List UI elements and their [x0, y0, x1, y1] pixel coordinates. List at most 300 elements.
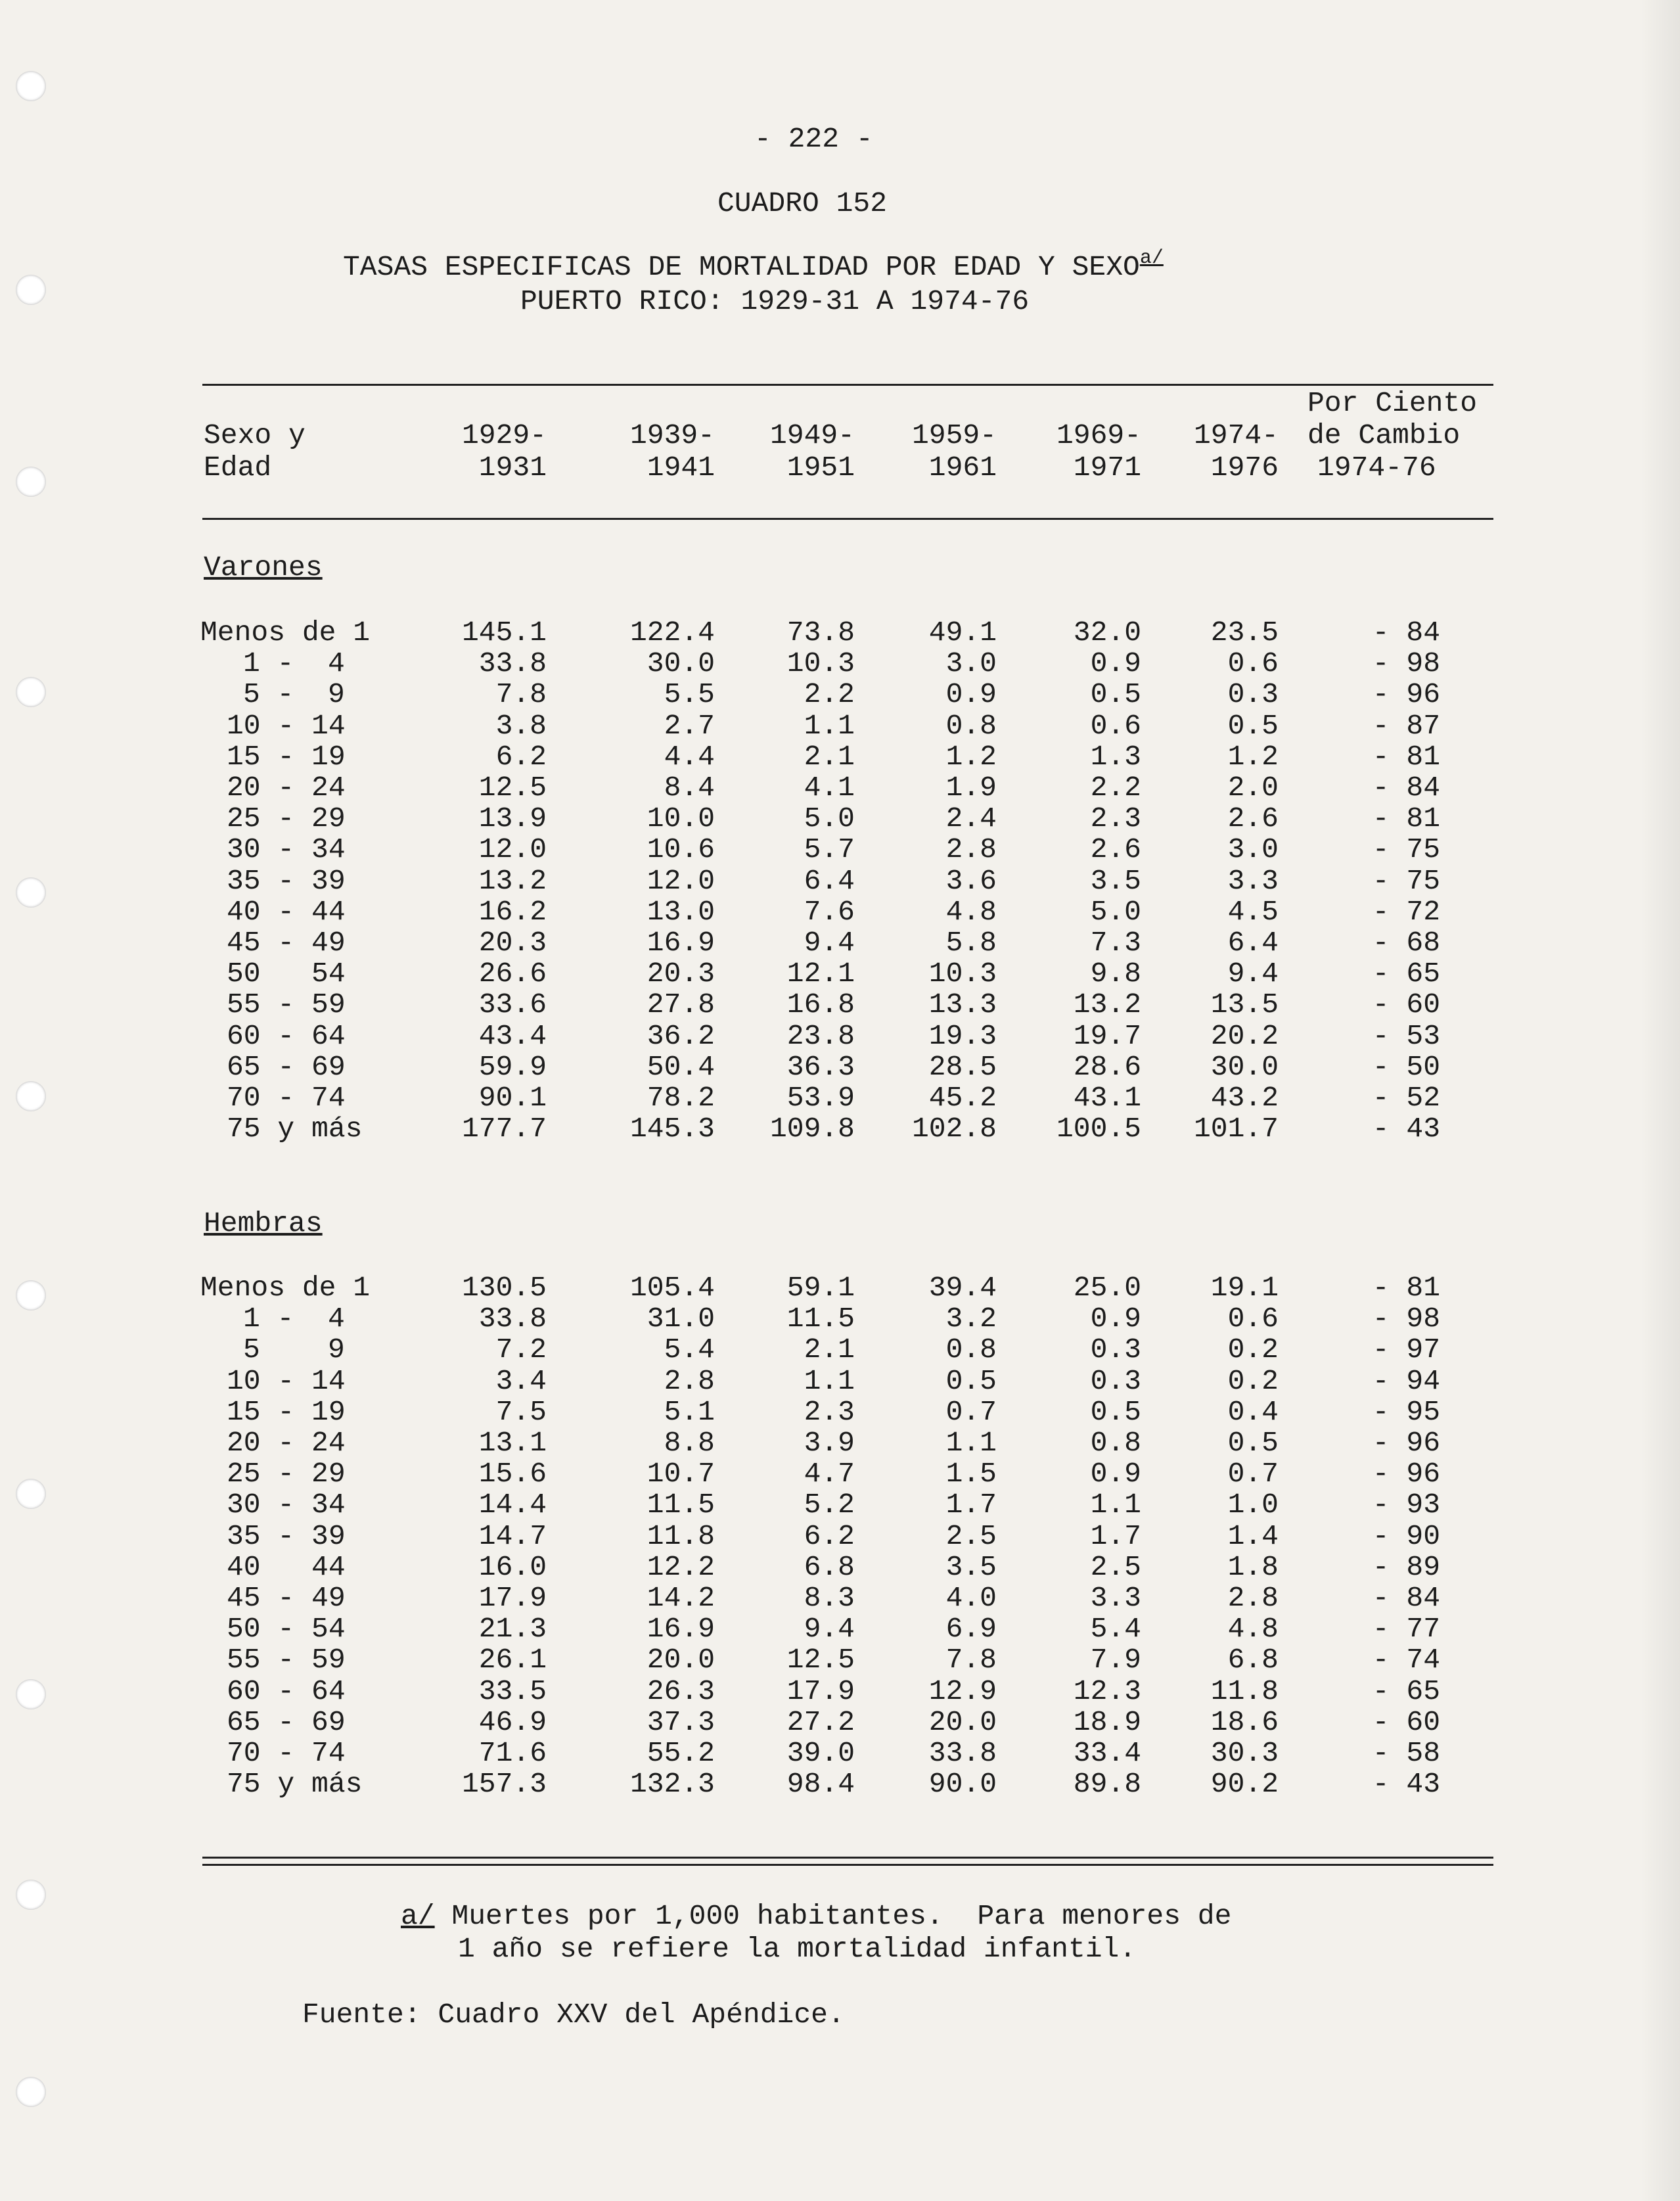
rate-cell: 27.2: [786, 1706, 855, 1738]
rate-cell: 28.6: [1073, 1051, 1141, 1083]
title-footnote-mark: a/: [1139, 247, 1164, 269]
rate-cell: 33.4: [1073, 1737, 1141, 1769]
rate-cell: 0.2: [1227, 1365, 1279, 1397]
rate-cell: 2.1: [804, 1333, 855, 1366]
pct-change-cell: - 53: [1372, 1020, 1440, 1052]
rate-cell: 4.0: [945, 1582, 997, 1614]
rate-cell: 33.5: [478, 1675, 547, 1707]
rate-cell: 30.0: [1210, 1051, 1279, 1083]
rate-cell: 7.2: [495, 1333, 547, 1366]
rate-cell: 55.2: [647, 1737, 715, 1769]
rate-cell: 10.3: [786, 647, 855, 680]
rate-cell: 0.9: [1090, 1458, 1141, 1490]
pct-change-cell: - 77: [1372, 1613, 1440, 1645]
rate-cell: 8.4: [664, 772, 715, 804]
rate-cell: 0.9: [945, 678, 997, 710]
rate-cell: 3.5: [1090, 865, 1141, 897]
pct-change-cell: - 75: [1372, 865, 1440, 897]
header-sexo: Sexo y: [204, 419, 306, 452]
rate-cell: 2.5: [945, 1520, 997, 1552]
rate-cell: 10.0: [647, 802, 715, 835]
header-period-1-line1: 1929-: [461, 419, 547, 452]
rate-cell: 2.2: [1090, 772, 1141, 804]
rate-cell: 16.2: [478, 896, 547, 928]
pct-change-cell: - 84: [1372, 616, 1440, 649]
rate-cell: 43.1: [1073, 1082, 1141, 1114]
rate-cell: 13.3: [928, 988, 997, 1021]
rate-cell: 90.2: [1210, 1768, 1279, 1800]
pct-change-cell: - 81: [1372, 802, 1440, 835]
rate-cell: 0.5: [1227, 1427, 1279, 1459]
pct-change-cell: - 93: [1372, 1489, 1440, 1521]
rate-cell: 33.6: [478, 988, 547, 1021]
rate-cell: 53.9: [786, 1082, 855, 1114]
rate-cell: 20.0: [928, 1706, 997, 1738]
rate-cell: 13.1: [478, 1427, 547, 1459]
rate-cell: 2.4: [945, 802, 997, 835]
rate-cell: 26.6: [478, 958, 547, 990]
rate-cell: 1.3: [1090, 741, 1141, 773]
pct-change-cell: - 96: [1372, 678, 1440, 710]
rate-cell: 6.2: [804, 1520, 855, 1552]
rate-cell: 33.8: [478, 647, 547, 680]
rate-cell: 7.8: [945, 1644, 997, 1676]
rate-cell: 16.9: [647, 927, 715, 959]
rate-cell: 1.8: [1227, 1551, 1279, 1583]
rate-cell: 130.5: [461, 1272, 547, 1304]
rate-cell: 7.6: [804, 896, 855, 928]
rate-cell: 20.3: [478, 927, 547, 959]
age-group-label: 70 - 74: [227, 1737, 346, 1769]
table-label: CUADRO 152: [717, 187, 888, 220]
pct-change-cell: - 75: [1372, 833, 1440, 866]
age-group-label: 45 - 49: [227, 1582, 346, 1614]
header-period-3-line2: 1951: [786, 452, 855, 484]
rate-cell: 8.3: [804, 1582, 855, 1614]
rate-cell: 0.4: [1227, 1396, 1279, 1428]
rate-cell: 23.8: [786, 1020, 855, 1052]
rate-cell: 5.0: [1090, 896, 1141, 928]
rate-cell: 12.0: [478, 833, 547, 866]
table-bottom-rule-2: [202, 1864, 1493, 1866]
footnote-mark: a/: [401, 1900, 435, 1932]
header-period-2-line2: 1941: [647, 452, 715, 484]
rate-cell: 12.5: [478, 772, 547, 804]
punch-hole: [16, 677, 46, 707]
age-group-label: Menos de 1: [200, 616, 371, 649]
pct-change-cell: - 60: [1372, 988, 1440, 1021]
age-group-label: 10 - 14: [227, 1365, 346, 1397]
rate-cell: 2.7: [664, 710, 715, 742]
rate-cell: 4.1: [804, 772, 855, 804]
rate-cell: 5.4: [664, 1333, 715, 1366]
age-group-label: 25 - 29: [227, 1458, 346, 1490]
rate-cell: 1.9: [945, 772, 997, 804]
table-title-line2: PUERTO RICO: 1929-31 A 1974-76: [520, 285, 1030, 317]
rate-cell: 2.5: [1090, 1551, 1141, 1583]
rate-cell: 1.5: [945, 1458, 997, 1490]
rate-cell: 0.2: [1227, 1333, 1279, 1366]
rate-cell: 0.5: [945, 1365, 997, 1397]
rate-cell: 4.8: [945, 896, 997, 928]
age-group-label: 50 54: [227, 958, 346, 990]
rate-cell: 2.6: [1227, 802, 1279, 835]
footnote-line2: 1 año se refiere la mortalidad infantil.: [458, 1933, 1137, 1965]
rate-cell: 39.0: [786, 1737, 855, 1769]
rate-cell: 25.0: [1073, 1272, 1141, 1304]
rate-cell: 36.3: [786, 1051, 855, 1083]
header-period-6-line1: 1974-: [1193, 419, 1279, 452]
rate-cell: 89.8: [1073, 1768, 1141, 1800]
rate-cell: 100.5: [1056, 1113, 1141, 1145]
age-group-label: Menos de 1: [200, 1272, 371, 1304]
table-title-line1: TASAS ESPECIFICAS DE MORTALIDAD POR EDAD Y $SEXO^{a/}$: [343, 247, 1164, 283]
rate-cell: 0.7: [945, 1396, 997, 1428]
punch-hole: [16, 275, 46, 305]
rate-cell: 1.1: [1090, 1489, 1141, 1521]
age-group-label: 20 - 24: [227, 1427, 346, 1459]
rate-cell: 0.6: [1227, 647, 1279, 680]
age-group-label: 75 y más: [227, 1768, 363, 1800]
rate-cell: 2.8: [664, 1365, 715, 1397]
rate-cell: 12.3: [1073, 1675, 1141, 1707]
table-bottom-rule-1: [202, 1857, 1493, 1859]
pct-change-cell: - 96: [1372, 1427, 1440, 1459]
rate-cell: 5.1: [664, 1396, 715, 1428]
age-group-label: 40 - 44: [227, 896, 346, 928]
rate-cell: 2.2: [804, 678, 855, 710]
rate-cell: 20.2: [1210, 1020, 1279, 1052]
pct-change-cell: - 90: [1372, 1520, 1440, 1552]
pct-change-cell: - 84: [1372, 1582, 1440, 1614]
rate-cell: 2.0: [1227, 772, 1279, 804]
rate-cell: 31.0: [647, 1303, 715, 1335]
rate-cell: 6.2: [495, 741, 547, 773]
rate-cell: 98.4: [786, 1768, 855, 1800]
rate-cell: 9.4: [804, 1613, 855, 1645]
rate-cell: 3.3: [1227, 865, 1279, 897]
rate-cell: 1.7: [945, 1489, 997, 1521]
rate-cell: 8.8: [664, 1427, 715, 1459]
punch-hole: [16, 467, 46, 497]
rate-cell: 6.8: [804, 1551, 855, 1583]
rate-cell: 2.1: [804, 741, 855, 773]
pct-change-cell: - 65: [1372, 958, 1440, 990]
header-period-3-line1: 1949-: [769, 419, 855, 452]
header-pct-line2: de Cambio: [1307, 419, 1461, 452]
rate-cell: 3.3: [1090, 1582, 1141, 1614]
header-top-rule: [202, 384, 1493, 386]
rate-cell: 45.2: [928, 1082, 997, 1114]
rate-cell: 32.0: [1073, 616, 1141, 649]
rate-cell: 90.1: [478, 1082, 547, 1114]
rate-cell: 157.3: [461, 1768, 547, 1800]
rate-cell: 9.4: [1227, 958, 1279, 990]
punch-hole: [16, 877, 46, 908]
pct-change-cell: - 87: [1372, 710, 1440, 742]
rate-cell: 3.0: [1227, 833, 1279, 866]
pct-change-cell: - 68: [1372, 927, 1440, 959]
header-period-1-line2: 1931: [478, 452, 547, 484]
age-group-label: 50 - 54: [227, 1613, 346, 1645]
age-group-label: 30 - 34: [227, 1489, 346, 1521]
age-group-label: 55 - 59: [227, 988, 346, 1021]
footnote-line1: Muertes por 1,000 habitantes. Para menores de: [451, 1900, 1232, 1932]
rate-cell: 43.4: [478, 1020, 547, 1052]
header-period-4-line1: 1959-: [911, 419, 997, 452]
rate-cell: 4.4: [664, 741, 715, 773]
rate-cell: 1.0: [1227, 1489, 1279, 1521]
rate-cell: 13.2: [478, 865, 547, 897]
rate-cell: 26.1: [478, 1644, 547, 1676]
rate-cell: 37.3: [647, 1706, 715, 1738]
rate-cell: 122.4: [629, 616, 715, 649]
rate-cell: 16.0: [478, 1551, 547, 1583]
rate-cell: 1.2: [1227, 741, 1279, 773]
rate-cell: 49.1: [928, 616, 997, 649]
rate-cell: 0.9: [1090, 647, 1141, 680]
header-period-4-line2: 1961: [928, 452, 997, 484]
rate-cell: 26.3: [647, 1675, 715, 1707]
rate-cell: 10.7: [647, 1458, 715, 1490]
age-group-label: 60 - 64: [227, 1020, 346, 1052]
rate-cell: 1.2: [945, 741, 997, 773]
rate-cell: 0.3: [1090, 1365, 1141, 1397]
rate-cell: 5.2: [804, 1489, 855, 1521]
pct-change-cell: - 95: [1372, 1396, 1440, 1428]
rate-cell: 6.4: [804, 865, 855, 897]
punch-hole: [16, 1081, 46, 1111]
rate-cell: 33.8: [478, 1303, 547, 1335]
rate-cell: 23.5: [1210, 616, 1279, 649]
rate-cell: 7.9: [1090, 1644, 1141, 1676]
rate-cell: 46.9: [478, 1706, 547, 1738]
rate-cell: 145.1: [461, 616, 547, 649]
rate-cell: 19.1: [1210, 1272, 1279, 1304]
rate-cell: 3.9: [804, 1427, 855, 1459]
rate-cell: 10.3: [928, 958, 997, 990]
rate-cell: 15.6: [478, 1458, 547, 1490]
header-period-5-line1: 1969-: [1056, 419, 1141, 452]
rate-cell: 0.5: [1227, 710, 1279, 742]
age-group-label: 1 - 4: [243, 647, 345, 680]
rate-cell: 33.8: [928, 1737, 997, 1769]
pct-change-cell: - 74: [1372, 1644, 1440, 1676]
rate-cell: 0.3: [1227, 678, 1279, 710]
punch-hole: [16, 1280, 46, 1310]
age-group-label: 55 - 59: [227, 1644, 346, 1676]
rate-cell: 6.9: [945, 1613, 997, 1645]
rate-cell: 13.9: [478, 802, 547, 835]
rate-cell: 7.3: [1090, 927, 1141, 959]
rate-cell: 1.1: [804, 710, 855, 742]
rate-cell: 19.7: [1073, 1020, 1141, 1052]
rate-cell: 4.8: [1227, 1613, 1279, 1645]
rate-cell: 0.7: [1227, 1458, 1279, 1490]
rate-cell: 30.3: [1210, 1737, 1279, 1769]
age-group-label: 5 9: [243, 1333, 345, 1366]
rate-cell: 132.3: [629, 1768, 715, 1800]
rate-cell: 50.4: [647, 1051, 715, 1083]
header-pct-line1: Por Ciento: [1307, 387, 1478, 419]
rate-cell: 12.1: [786, 958, 855, 990]
rate-cell: 1.4: [1227, 1520, 1279, 1552]
rate-cell: 36.2: [647, 1020, 715, 1052]
rate-cell: 3.2: [945, 1303, 997, 1335]
age-group-label: 70 - 74: [227, 1082, 346, 1114]
age-group-label: 10 - 14: [227, 710, 346, 742]
rate-cell: 13.2: [1073, 988, 1141, 1021]
rate-cell: 30.0: [647, 647, 715, 680]
pct-change-cell: - 84: [1372, 772, 1440, 804]
rate-cell: 5.4: [1090, 1613, 1141, 1645]
rate-cell: 59.9: [478, 1051, 547, 1083]
rate-cell: 13.0: [647, 896, 715, 928]
rate-cell: 9.4: [804, 927, 855, 959]
age-group-label: 65 - 69: [227, 1051, 346, 1083]
age-group-label: 35 - 39: [227, 865, 346, 897]
rate-cell: 1.1: [804, 1365, 855, 1397]
page-edge-shadow: [1641, 0, 1680, 2201]
punch-hole: [16, 1880, 46, 1910]
rate-cell: 3.6: [945, 865, 997, 897]
rate-cell: 16.8: [786, 988, 855, 1021]
rate-cell: 3.0: [945, 647, 997, 680]
rate-cell: 14.7: [478, 1520, 547, 1552]
pct-change-cell: - 96: [1372, 1458, 1440, 1490]
rate-cell: 0.6: [1227, 1303, 1279, 1335]
pct-change-cell: - 72: [1372, 896, 1440, 928]
rate-cell: 16.9: [647, 1613, 715, 1645]
header-period-6-line2: 1976: [1210, 452, 1279, 484]
rate-cell: 12.2: [647, 1551, 715, 1583]
rate-cell: 0.5: [1090, 678, 1141, 710]
rate-cell: 27.8: [647, 988, 715, 1021]
rate-cell: 11.8: [647, 1520, 715, 1552]
rate-cell: 11.5: [647, 1489, 715, 1521]
footnote: [401, 1902, 1231, 1930]
age-group-label: 15 - 19: [227, 1396, 346, 1428]
pct-change-cell: - 50: [1372, 1051, 1440, 1083]
rate-cell: 102.8: [911, 1113, 997, 1145]
pct-change-cell: - 81: [1372, 741, 1440, 773]
age-group-label: 60 - 64: [227, 1675, 346, 1707]
rate-cell: 0.6: [1090, 710, 1141, 742]
punch-hole: [16, 71, 46, 101]
rate-cell: 11.5: [786, 1303, 855, 1335]
age-group-label: 5 - 9: [243, 678, 345, 710]
rate-cell: 177.7: [461, 1113, 547, 1145]
rate-cell: 3.4: [495, 1365, 547, 1397]
rate-cell: 78.2: [647, 1082, 715, 1114]
section-label-hembras: Hembras: [204, 1207, 323, 1240]
rate-cell: 90.0: [928, 1768, 997, 1800]
rate-cell: 0.3: [1090, 1333, 1141, 1366]
rate-cell: 14.2: [647, 1582, 715, 1614]
rate-cell: 2.3: [1090, 802, 1141, 835]
pct-change-cell: - 43: [1372, 1768, 1440, 1800]
rate-cell: 0.5: [1090, 1396, 1141, 1428]
rate-cell: 71.6: [478, 1737, 547, 1769]
rate-cell: 12.9: [928, 1675, 997, 1707]
rate-cell: 101.7: [1193, 1113, 1279, 1145]
rate-cell: 43.2: [1210, 1082, 1279, 1114]
rate-cell: 18.6: [1210, 1706, 1279, 1738]
header-edad: Edad: [204, 452, 272, 484]
rate-cell: 5.5: [664, 678, 715, 710]
header-period-2-line1: 1939-: [629, 419, 715, 452]
header-pct-line3: 1974-76: [1317, 452, 1436, 484]
pct-change-cell: - 81: [1372, 1272, 1440, 1304]
age-group-label: 65 - 69: [227, 1706, 346, 1738]
age-group-label: 35 - 39: [227, 1520, 346, 1552]
pct-change-cell: - 65: [1372, 1675, 1440, 1707]
rate-cell: 3.8: [495, 710, 547, 742]
rate-cell: 6.8: [1227, 1644, 1279, 1676]
pct-change-cell: - 58: [1372, 1737, 1440, 1769]
age-group-label: 15 - 19: [227, 741, 346, 773]
rate-cell: 13.5: [1210, 988, 1279, 1021]
rate-cell: 5.0: [804, 802, 855, 835]
rate-cell: 20.3: [647, 958, 715, 990]
rate-cell: 105.4: [629, 1272, 715, 1304]
rate-cell: 0.9: [1090, 1303, 1141, 1335]
pct-change-cell: - 89: [1372, 1551, 1440, 1583]
rate-cell: 4.7: [804, 1458, 855, 1490]
rate-cell: 11.8: [1210, 1675, 1279, 1707]
pct-change-cell: - 94: [1372, 1365, 1440, 1397]
section-label-varones: Varones: [204, 551, 323, 584]
rate-cell: 1.7: [1090, 1520, 1141, 1552]
rate-cell: 18.9: [1073, 1706, 1141, 1738]
rate-cell: 3.5: [945, 1551, 997, 1583]
rate-cell: 6.4: [1227, 927, 1279, 959]
pct-change-cell: - 43: [1372, 1113, 1440, 1145]
page-number: - 222 -: [754, 123, 873, 155]
rate-cell: 0.8: [1090, 1427, 1141, 1459]
pct-change-cell: - 97: [1372, 1333, 1440, 1366]
rate-cell: 14.4: [478, 1489, 547, 1521]
rate-cell: 5.8: [945, 927, 997, 959]
rate-cell: 2.8: [1227, 1582, 1279, 1614]
header-period-5-line2: 1971: [1073, 452, 1141, 484]
header-bottom-rule: [202, 518, 1493, 520]
age-group-label: 25 - 29: [227, 802, 346, 835]
rate-cell: 12.0: [647, 865, 715, 897]
rate-cell: 2.6: [1090, 833, 1141, 866]
source-note: Fuente: Cuadro XXV del Apéndice.: [302, 1999, 845, 2031]
pct-change-cell: - 52: [1372, 1082, 1440, 1114]
rate-cell: 0.8: [945, 1333, 997, 1366]
age-group-label: 30 - 34: [227, 833, 346, 866]
punch-hole: [16, 1479, 46, 1509]
age-group-label: 75 y más: [227, 1113, 363, 1145]
pct-change-cell: - 98: [1372, 647, 1440, 680]
rate-cell: 7.8: [495, 678, 547, 710]
age-group-label: 1 - 4: [243, 1303, 345, 1335]
age-group-label: 20 - 24: [227, 772, 346, 804]
rate-cell: 19.3: [928, 1020, 997, 1052]
rate-cell: 1.1: [945, 1427, 997, 1459]
rate-cell: 17.9: [478, 1582, 547, 1614]
rate-cell: 9.8: [1090, 958, 1141, 990]
rate-cell: 39.4: [928, 1272, 997, 1304]
rate-cell: 145.3: [629, 1113, 715, 1145]
rate-cell: 21.3: [478, 1613, 547, 1645]
rate-cell: 28.5: [928, 1051, 997, 1083]
punch-hole: [16, 2077, 46, 2107]
punch-hole: [16, 1679, 46, 1709]
